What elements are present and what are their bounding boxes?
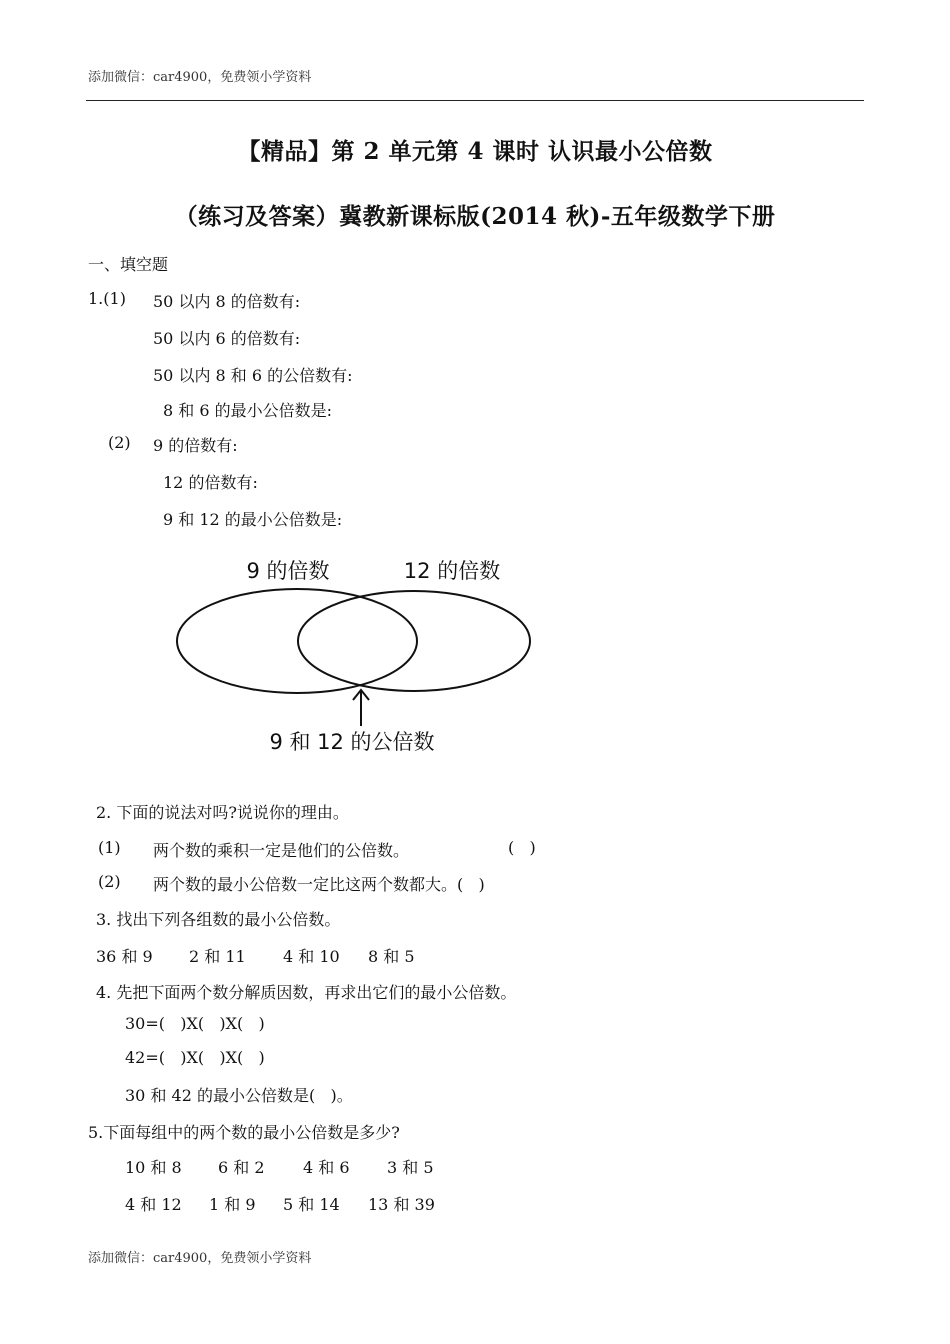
venn-diagram (160, 548, 560, 766)
q1-item-2c: 9 和 12 的最小公倍数是: (163, 510, 343, 529)
q4-factor-30: 30=( )X( )X( ) (125, 1014, 265, 1033)
venn-right-label: 12 的倍数 (403, 559, 501, 583)
q5-pair: 5 和 14 (283, 1195, 340, 1214)
venn-right-circle (298, 591, 530, 691)
q4-lcm: 30 和 42 的最小公倍数是( )。 (125, 1086, 353, 1105)
q2-label-2: (2) (98, 872, 121, 891)
up-arrow-icon (353, 690, 369, 726)
title-line-1: 【精品】第 2 单元第 4 课时 认识最小公倍数 (237, 138, 713, 165)
q5-stem: 5.下面每组中的两个数的最小公倍数是多少? (88, 1123, 400, 1142)
q5-pair: 4 和 12 (125, 1195, 182, 1214)
q2-label-1: (1) (98, 838, 121, 857)
q2-blank-1: ( ) (508, 838, 536, 857)
q1-item-2b: 12 的倍数有: (163, 473, 258, 492)
q5-pair: 10 和 8 (125, 1158, 182, 1177)
q1-item-1b: 50 以内 6 的倍数有: (153, 329, 301, 348)
q2-stem: 2. 下面的说法对吗?说说你的理由。 (96, 803, 349, 822)
q1-label-1: 1.(1) (88, 289, 126, 308)
header-watermark: 添加微信：car4900，免费领小学资料 (88, 70, 312, 85)
q3-stem: 3. 找出下列各组数的最小公倍数。 (96, 910, 341, 929)
q1-item-1a: 50 以内 8 的倍数有: (153, 292, 301, 311)
q2-item-1: 两个数的乘积一定是他们的公倍数。 (153, 841, 410, 860)
q1-item-1c: 50 以内 8 和 6 的公倍数有: (153, 366, 353, 385)
header-rule (86, 100, 864, 101)
q5-pair: 1 和 9 (209, 1195, 256, 1214)
q3-pair: 4 和 10 (283, 947, 340, 966)
q4-stem: 4. 先把下面两个数分解质因数，再求出它们的最小公倍数。 (96, 983, 517, 1002)
q2-item-2: 两个数的最小公倍数一定比这两个数都大。( ) (153, 875, 485, 894)
q5-pair: 3 和 5 (387, 1158, 434, 1177)
q5-pair: 13 和 39 (368, 1195, 435, 1214)
q5-pair: 6 和 2 (218, 1158, 265, 1177)
q1-label-2: (2) (108, 433, 131, 452)
q1-item-1d: 8 和 6 的最小公倍数是: (163, 401, 333, 420)
q3-pair: 2 和 11 (189, 947, 246, 966)
title-line-2: （练习及答案）冀教新课标版(2014 秋)-五年级数学下册 (174, 203, 776, 230)
q3-pair: 8 和 5 (368, 947, 415, 966)
venn-bottom-label: 9 和 12 的公倍数 (269, 730, 435, 754)
footer-watermark: 添加微信：car4900，免费领小学资料 (88, 1251, 312, 1266)
section-heading: 一、填空题 (88, 255, 169, 274)
q4-factor-42: 42=( )X( )X( ) (125, 1048, 265, 1067)
q1-item-2a: 9 的倍数有: (153, 436, 238, 455)
q5-pair: 4 和 6 (303, 1158, 350, 1177)
q3-pair: 36 和 9 (96, 947, 153, 966)
venn-left-label: 9 的倍数 (246, 559, 330, 583)
